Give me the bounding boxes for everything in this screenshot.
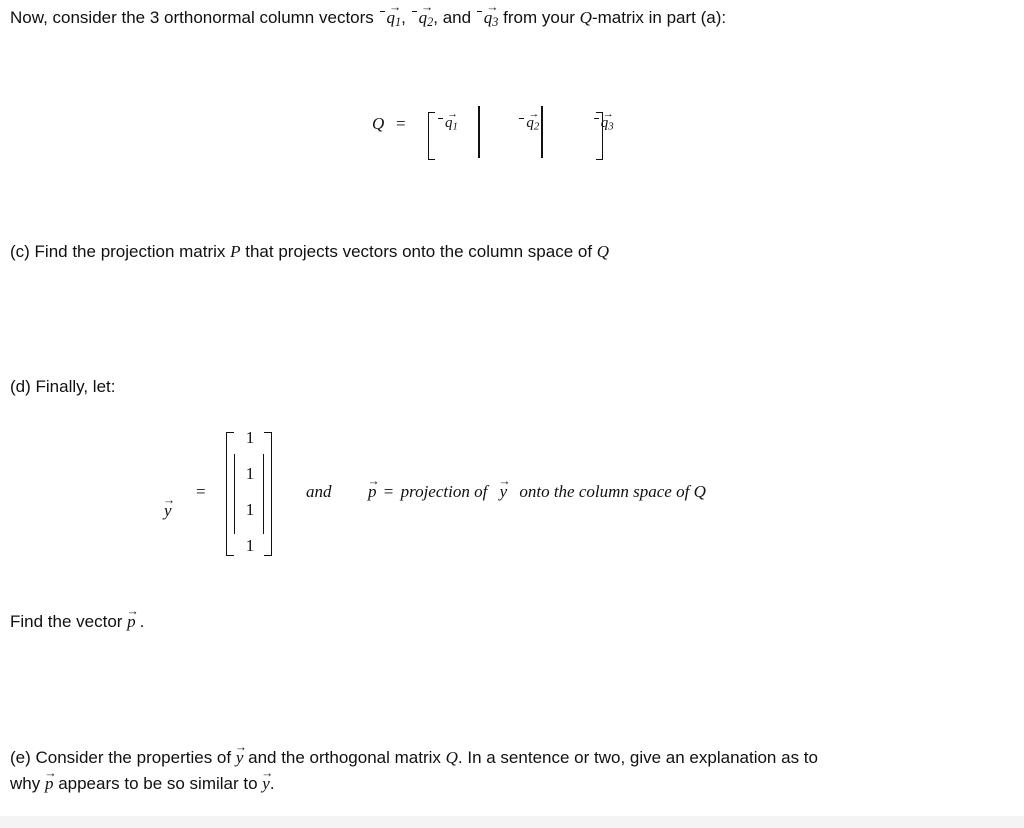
y-matrix	[226, 424, 274, 556]
y-vector: → y	[236, 748, 244, 768]
y-inner-line	[263, 454, 264, 534]
q-left-bracket	[428, 112, 435, 160]
part-c: (c) Find the projection matrix P that projects vectors onto the column space of Q	[10, 242, 610, 261]
q-equals: =	[396, 114, 406, 133]
find-vector: Find the vector → p .	[10, 612, 144, 632]
intro-lead: Now, consider the 3 orthonormal column vectors	[10, 8, 374, 27]
q-col-2: → $q_2$	[526, 115, 539, 133]
q-col-3: → $q_3$	[601, 115, 614, 133]
vector-q2: → $q_2$	[419, 8, 434, 30]
q-lhs: Q	[372, 114, 385, 133]
q-col-divider	[541, 106, 543, 158]
y-entry: 1	[245, 536, 255, 555]
and-word: and	[306, 482, 332, 501]
p-vector: → p	[45, 774, 54, 794]
vector-q3: → $q_3$	[484, 8, 499, 30]
intro-line: Now, consider the 3 orthonormal column vectors → $q_1$, → $q_2$, and → $q_3$ from your Q-matrix in part (a):	[10, 8, 726, 30]
y-entry: 1	[245, 464, 255, 483]
y-equals: =	[196, 482, 206, 501]
y-lhs: → y	[164, 501, 172, 521]
part-e-line-2: why → p appears to be so similar to → y.	[10, 774, 275, 794]
intro-q: Q	[579, 8, 592, 27]
q-col-1: → $q_1$	[445, 115, 458, 133]
y-vector: → y	[500, 482, 508, 502]
part-d-label: (d) Finally, let:	[10, 377, 116, 396]
p-vector: → p	[368, 482, 377, 502]
y-entry: 1	[245, 500, 255, 519]
var-q: Q	[445, 748, 458, 767]
y-inner-line	[234, 454, 235, 534]
p-vector: → p	[127, 612, 136, 632]
y-vector: → y	[262, 774, 270, 794]
q-col-divider	[478, 106, 480, 158]
var-q: Q	[596, 242, 610, 261]
bottom-strip	[0, 816, 1024, 828]
y-entry: 1	[245, 428, 255, 447]
part-e-line-1: (e) Consider the properties of → y and the orthogonal matrix Q. In a sentence or two, give an explanation as to	[10, 748, 818, 768]
vector-q1: → $q_1$	[387, 8, 402, 30]
var-p: P	[230, 242, 241, 261]
p-definition: → p = projection of → y onto the column space of Q	[368, 482, 706, 502]
y-right-bracket	[264, 432, 272, 556]
y-left-bracket	[226, 432, 234, 556]
